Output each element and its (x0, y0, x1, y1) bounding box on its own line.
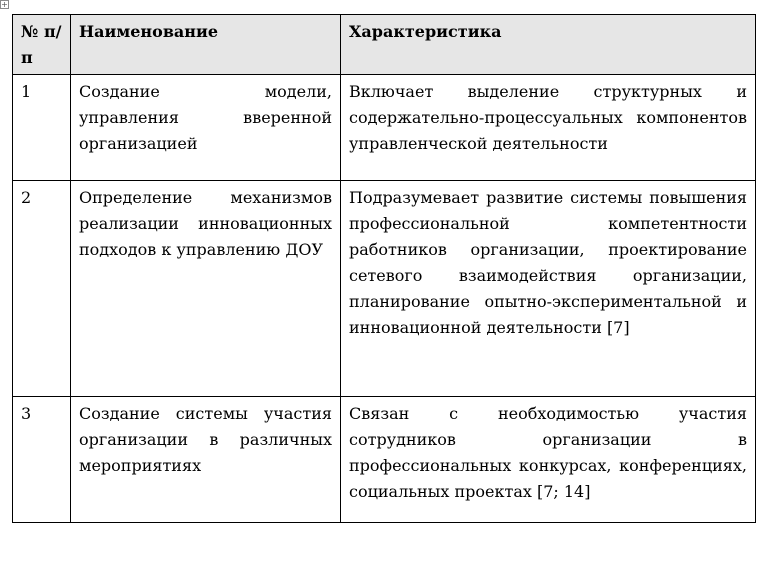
table-move-handle-icon[interactable]: + (1, 0, 8, 9)
cell-num: 3 (13, 397, 71, 523)
header-num: № п/п (13, 15, 71, 75)
cell-description: Связан с необходимостью участия сотрудников организации в профессиональных конкурсах, конференциях, социальных проектах [7; 14] (341, 397, 756, 523)
header-name: Наименование (71, 15, 341, 75)
cell-name: Создание модели, управления вверенной организацией (71, 75, 341, 181)
table-row (13, 181, 756, 397)
table-row (13, 75, 756, 181)
cell-description: Включает выделение структурных и содержательно-процессуальных компонентов управленческой деятельности (341, 75, 756, 181)
cell-description: Подразумевает развитие системы повышения профессиональной компетентности работников организации, проектирование сетевого взаимодействия организации, планирование опытно-экспериментальной и инновационной деятельности [7] (341, 181, 756, 397)
table-header-row (13, 15, 756, 75)
cell-name: Создание системы участия организации в различных мероприятиях (71, 397, 341, 523)
cell-num: 2 (13, 181, 71, 397)
document-table (12, 14, 756, 523)
cell-num: 1 (13, 75, 71, 181)
header-description: Характеристика (341, 15, 756, 75)
table-row (13, 397, 756, 523)
cell-name: Определение механизмов реализации инновационных подходов к управлению ДОУ (71, 181, 341, 397)
